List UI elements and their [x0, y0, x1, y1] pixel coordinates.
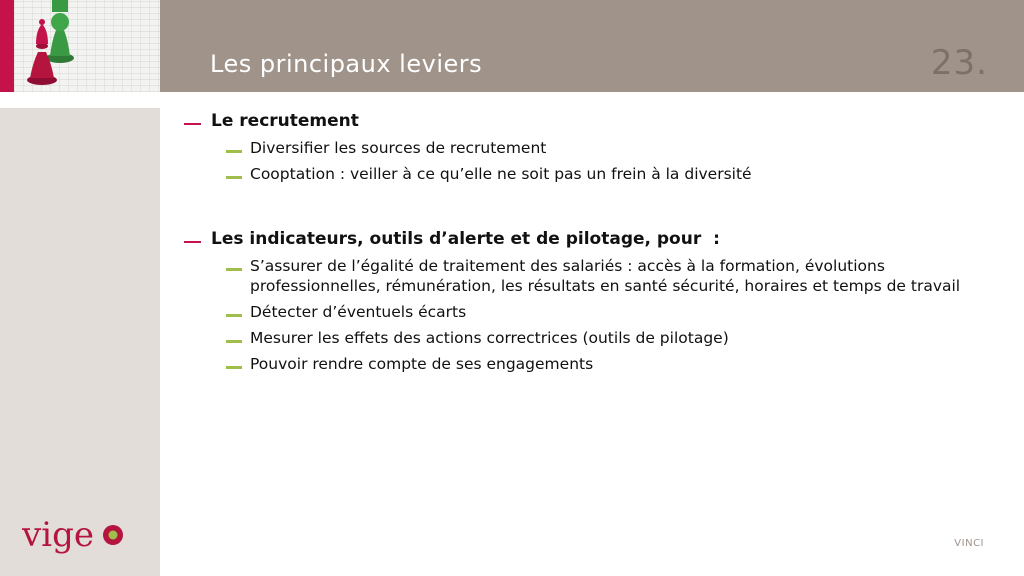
- list-item-text: Cooptation : veiller à ce qu’elle ne soit pas un frein à la diversité: [250, 165, 752, 183]
- green-dash-bullet-icon: [226, 268, 242, 271]
- list-item-text: Mesurer les effets des actions correctrices (outils de pilotage): [250, 329, 729, 347]
- header-bar: [160, 0, 1024, 92]
- section-heading-text: Les indicateurs, outils d’alerte et de pilotage, pour :: [211, 229, 720, 249]
- section-heading-text: Le recrutement: [211, 111, 359, 131]
- list-item-text: S’assurer de l’égalité de traitement des salariés : accès à la formation, évolutions professionnelles, rémunération, les résultats en santé sécurité, horaires et temps de travail: [250, 257, 961, 295]
- green-dash-bullet-icon: [226, 366, 242, 369]
- green-dash-bullet-icon: [226, 314, 242, 317]
- vigeo-logo: [22, 516, 132, 570]
- chess-pieces-icon: [0, 0, 160, 92]
- slide-title: Les principaux leviers: [210, 50, 483, 78]
- list-item: [226, 354, 964, 374]
- green-dash-bullet-icon: [226, 340, 242, 343]
- list-item: [226, 302, 964, 322]
- slide-content: [184, 110, 964, 374]
- sidebar-gap: [0, 92, 160, 108]
- list-item: [226, 256, 964, 296]
- list-item: [226, 328, 964, 348]
- red-dash-bullet-icon: [184, 241, 201, 243]
- list-item-text: Pouvoir rendre compte de ses engagements: [250, 355, 594, 373]
- list-item: [226, 138, 964, 158]
- section-heading: [184, 228, 964, 250]
- list-item-text: Détecter d’éventuels écarts: [250, 303, 467, 321]
- chess-pieces-image: [0, 0, 160, 92]
- logo-wordmark: vige: [22, 516, 94, 555]
- list-item: [226, 164, 964, 184]
- section-heading: [184, 110, 964, 132]
- green-dash-bullet-icon: [226, 150, 242, 153]
- green-dash-bullet-icon: [226, 176, 242, 179]
- list-item-text: Diversifier les sources de recrutement: [250, 139, 547, 157]
- red-dash-bullet-icon: [184, 123, 201, 125]
- footer-company: VINCI: [954, 538, 984, 549]
- slide-number: 23.: [930, 43, 988, 83]
